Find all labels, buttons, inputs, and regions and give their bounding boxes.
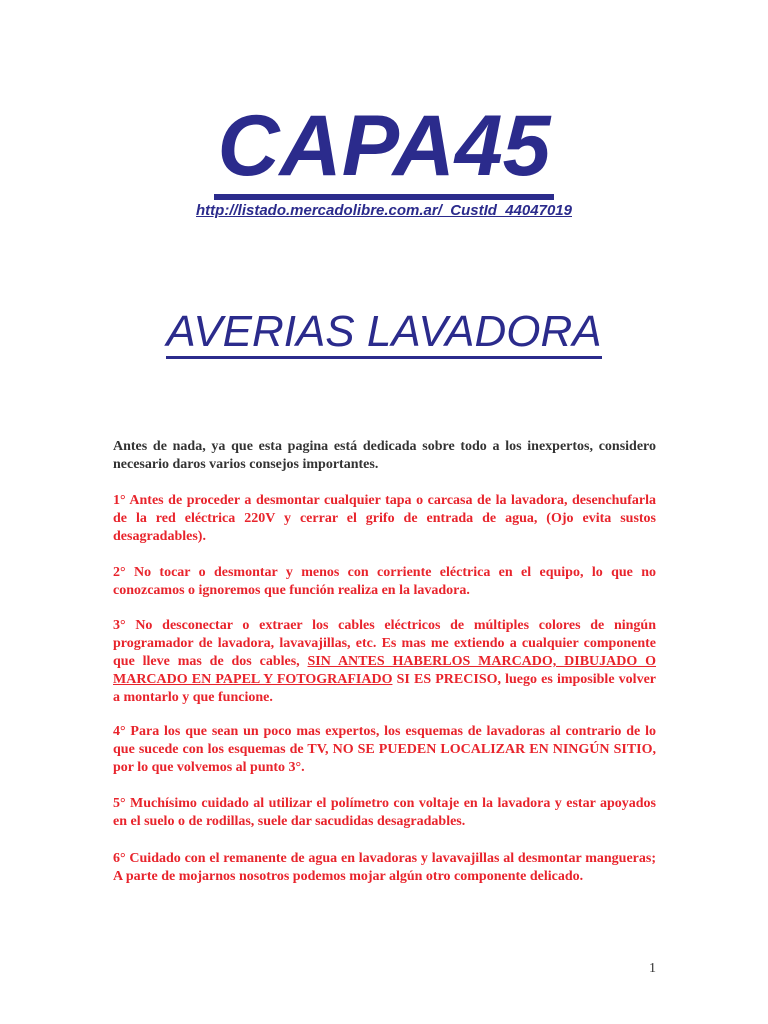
- intro-paragraph: Antes de nada, ya que esta pagina está dedicada sobre todo a los inexpertos, considero necesario daros varios consejos importantes.: [113, 439, 656, 472]
- tip-3-paragraph: [113, 617, 656, 707]
- tip-3-text-after: SI ES PRECISO, luego es imposible volver a montarlo y que funcione.: [113, 672, 657, 705]
- tip-5-paragraph: 5° Muchísimo cuidado al utilizar el polímetro con voltaje en la lavadora y estar apoyados en el suelo o de rodillas, suele dar sacudidas desagradables.: [113, 796, 656, 829]
- store-link[interactable]: http://listado.mercadolibre.com.ar/_CustId_44047019: [196, 202, 572, 219]
- brand-title-text: CAPA45: [214, 98, 555, 200]
- tip-3-text-before: 3° No desconectar o extraer los cables eléctricos de múltiples colores de ningún programador de lavadora, lavavajillas, etc. Es mas me extiendo a cualquier componente que lleve mas de dos cables,: [113, 618, 656, 669]
- tip-3-underlined-warning: SIN ANTES HABERLOS MARCADO, DIBUJADO O MARCADO EN PAPEL Y FOTOGRAFIADO: [113, 654, 657, 687]
- tip-2-paragraph: 2° No tocar o desmontar y menos con corriente eléctrica en el equipo, lo que no conozcamos o ignoremos que función realiza en la lavadora.: [113, 565, 656, 598]
- tip-1-paragraph: 1° Antes de proceder a desmontar cualquier tapa o carcasa de la lavadora, desenchufarla de la red eléctrica 220V y cerrar el grifo de entrada de agua, (Ojo evita sustos desagradables).: [113, 493, 656, 544]
- brand-title: [0, 96, 768, 196]
- tip-4-paragraph: 4° Para los que sean un poco mas expertos, los esquemas de lavadoras al contrario de lo que sucede con los esquemas de TV, NO SE PUEDEN LOCALIZAR EN NINGÚN SITIO, por lo que volvemos al punto 3°.: [113, 724, 656, 775]
- document-title: [0, 302, 768, 362]
- store-link-row: [0, 200, 768, 222]
- page-number: 1: [649, 961, 656, 976]
- tip-6-paragraph: 6° Cuidado con el remanente de agua en lavadoras y lavavajillas al desmontar mangueras; A parte de mojarnos nosotros podemos mojar algún otro componente delicado.: [113, 851, 656, 884]
- document-title-text: AVERIAS LAVADORA: [166, 307, 601, 359]
